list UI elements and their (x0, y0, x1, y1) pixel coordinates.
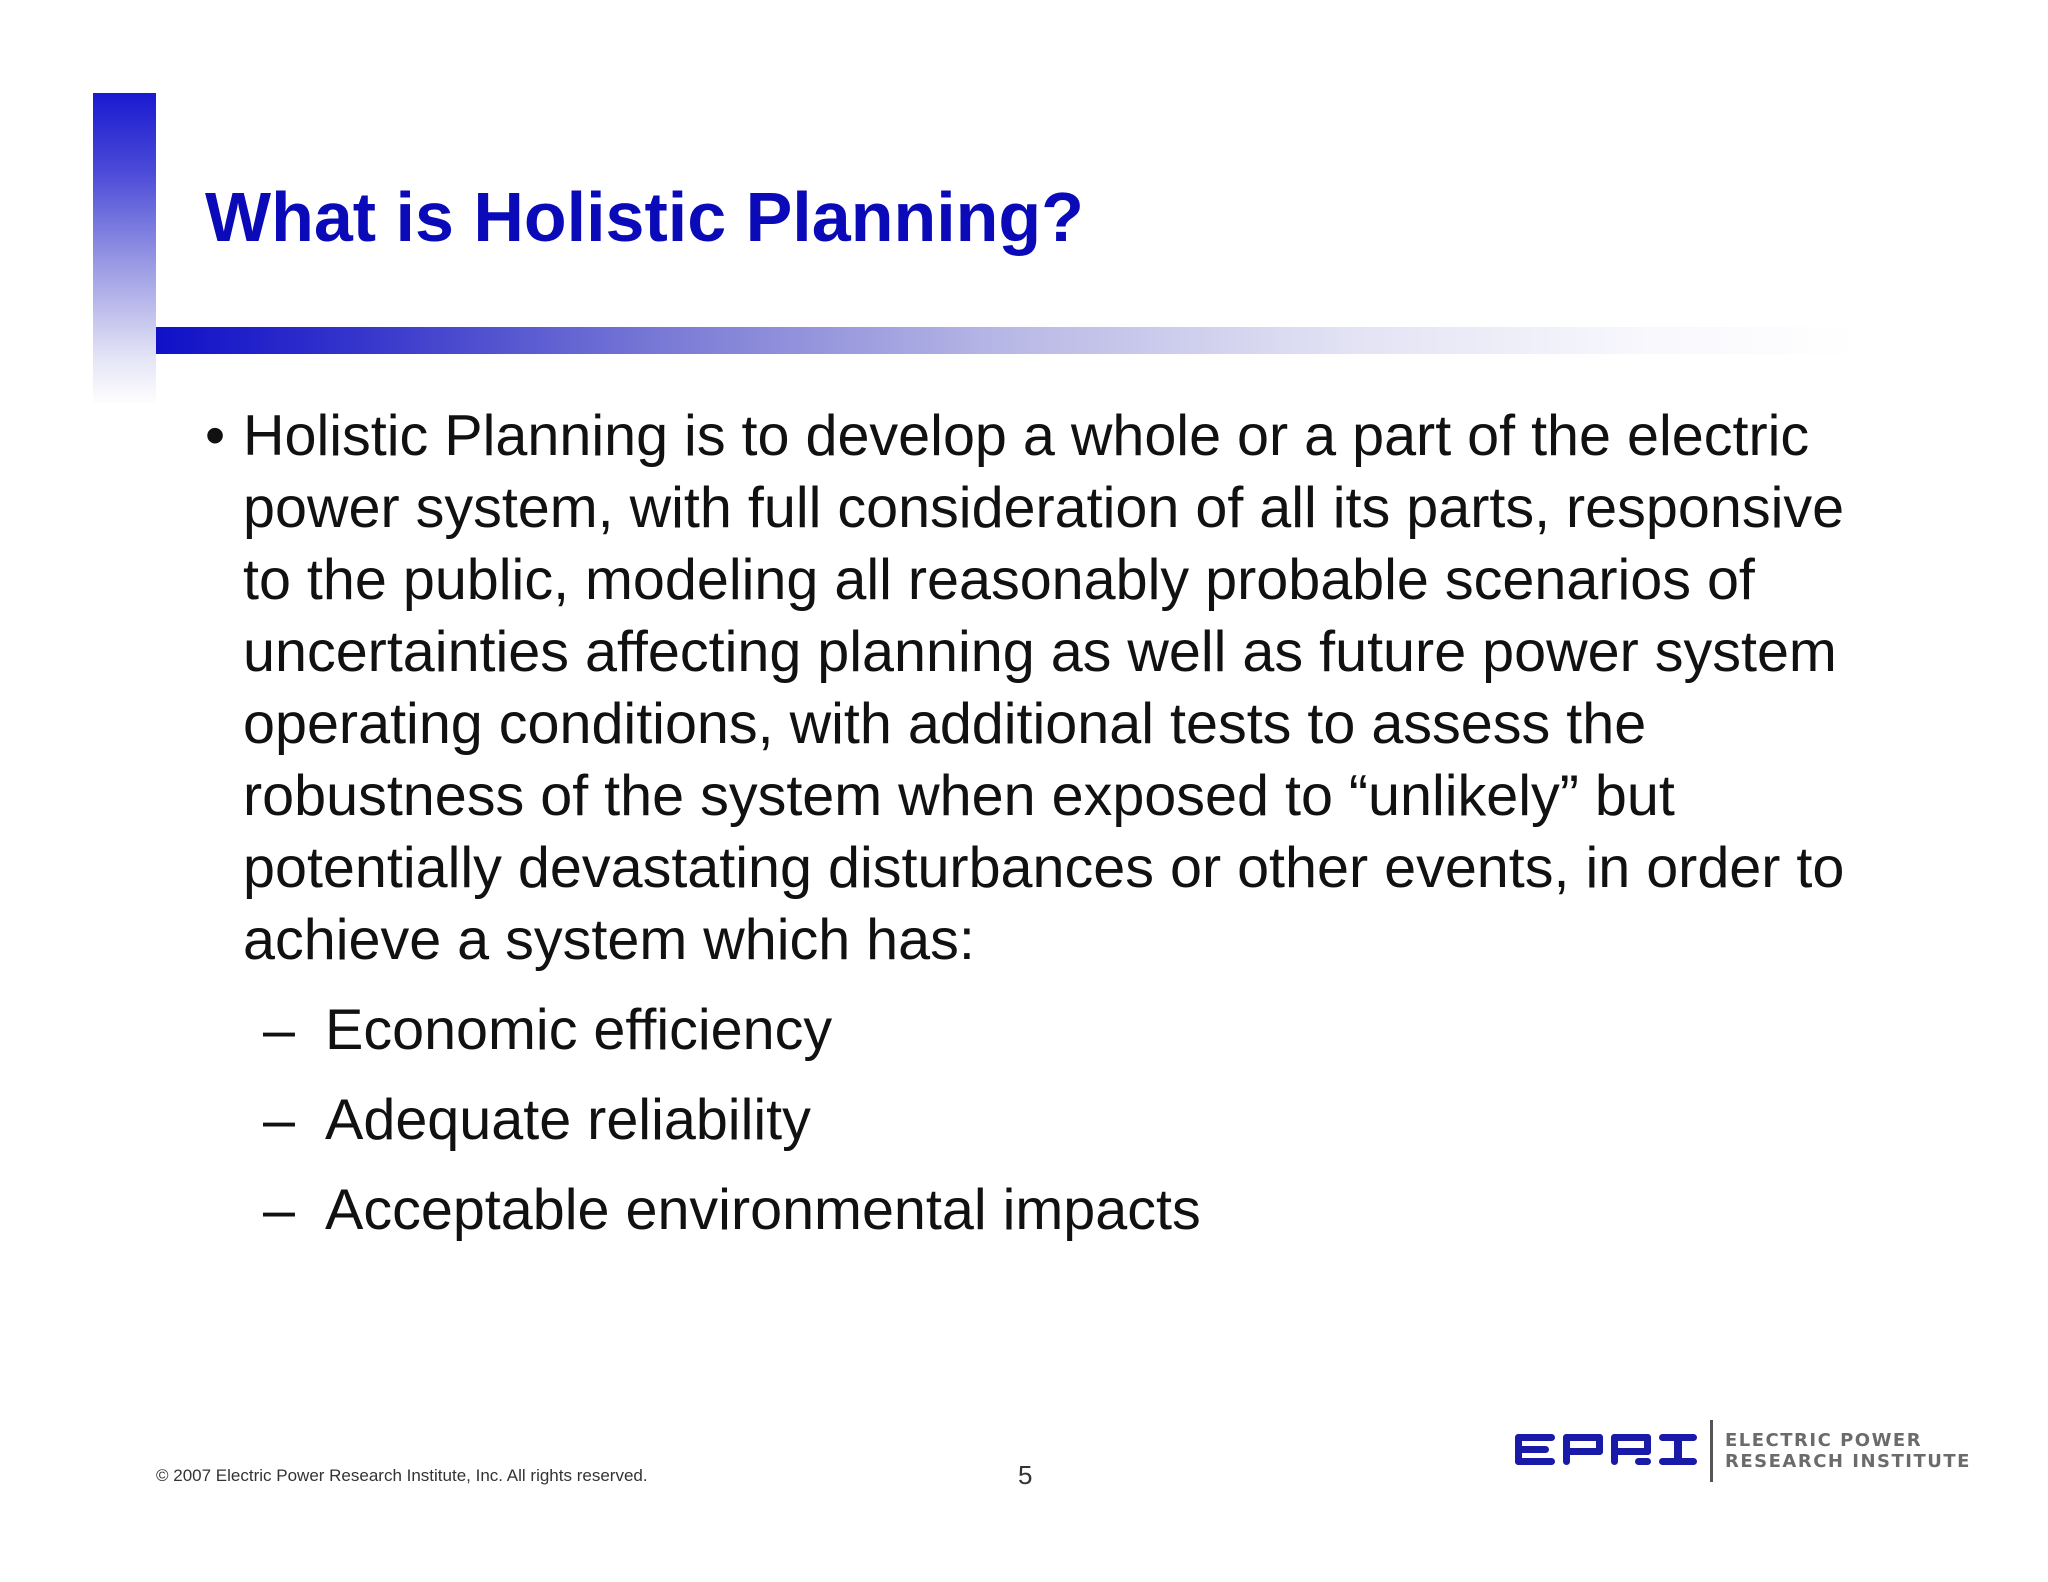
left-accent-bar (93, 93, 156, 405)
sub-bullet-text: Adequate reliability (325, 1088, 811, 1152)
sub-bullet-dash: – (263, 1088, 295, 1152)
main-bullet-text: Holistic Planning is to develop a whole or a part of the electric power system, with full consideration of all its parts, responsive to the public, modeling all reasonably probable scenarios of uncertainties affecting planning as well as future power system operating conditions, with additional tests to assess the robustness of the system when exposed to “unlikely” but potentially devastating disturbances or other events, in order to achieve a system which has: (243, 404, 1845, 972)
sub-bullet-item (205, 994, 1885, 1066)
logo-divider (1710, 1420, 1713, 1482)
title-gradient-rule (156, 327, 1856, 354)
sub-bullet-item (205, 1084, 1885, 1156)
page-number: 5 (1018, 1460, 1033, 1490)
slide-content (205, 400, 1885, 1264)
epri-logo-wordmark (1515, 1434, 1697, 1465)
bullet-marker: • (205, 404, 226, 468)
logo-caption-line1: ELECTRIC POWER (1725, 1430, 1923, 1451)
sub-bullet-text: Acceptable environmental impacts (325, 1178, 1201, 1242)
sub-bullet-text: Economic efficiency (325, 998, 833, 1062)
sub-bullet-dash: – (263, 998, 295, 1062)
sub-bullet-list (205, 994, 1885, 1246)
copyright-notice: © 2007 Electric Power Research Institute, Inc. All rights reserved. (156, 1466, 648, 1485)
main-bullet (205, 400, 1885, 976)
sub-bullet-item (205, 1174, 1885, 1246)
logo-caption (1725, 1430, 1971, 1472)
logo-caption-line2: RESEARCH INSTITUTE (1725, 1451, 1971, 1472)
sub-bullet-dash: – (263, 1178, 295, 1242)
slide-title: What is Holistic Planning? (205, 178, 1084, 256)
